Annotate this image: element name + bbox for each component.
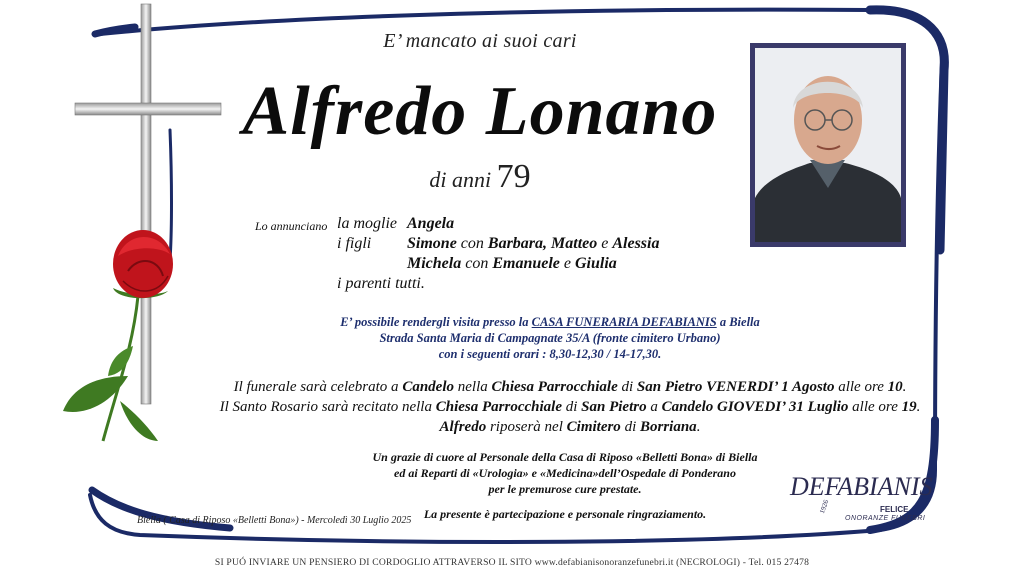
portrait-photo [755,48,901,242]
children-relation: i figli [337,235,372,252]
intro-text: E’ mancato ai suoi cari [383,30,577,52]
thanks-block [290,449,840,497]
visit-line-2: Strada Santa Maria di Campagnate 35/A (fronte cimitero Urbano) [379,331,721,345]
thanks-line-2: ed ai Reparti di «Urologia» e «Medicina»dell’Ospedale di Ponderano [394,466,736,480]
logo-year: 1926 [818,498,831,515]
funeral-info [150,377,990,437]
announce-text: Lo annunciano [255,219,328,233]
funeral-line-1: Il funerale sarà celebrato a Candelo nella Chiesa Parrocchiale di San Pietro VENERDI’ 1 Agosto alle ore 10. [233,379,907,395]
age-value: 79 [496,158,531,195]
children-line-2: Michela con Emanuele e Giulia [407,255,617,272]
funeral-line-2: Il Santo Rosario sarà recitato nella Chiesa Parrocchiale di San Pietro a Candelo GIOVEDI’ 31 Luglio alle ore 19. [219,399,921,415]
visit-line-3: con i seguenti orari : 8,30-12,30 / 14-17,30. [438,347,662,361]
family-block [255,214,735,294]
wife-name: Angela [407,215,455,232]
portrait-photo-frame [750,43,906,247]
closing-text: La presente è partecipazione e personale ringraziamento. [423,507,707,521]
age-line [380,158,580,196]
defabianis-logo: DEFABIANIS [790,472,933,501]
place-date: Biella ( Casa di Riposo «Belletti Bona») - Mercoledì 30 Luglio 2025 [137,515,412,526]
funeral-home-link: CASA FUNERARIA DEFABIANIS [531,315,717,329]
footer [0,552,1024,572]
thanks-line-3: per le premurose cure prestate. [488,482,642,496]
visit-info [250,314,850,362]
relatives-text: i parenti tutti. [337,275,425,292]
footer-text: SI PUÓ INVIARE UN PENSIERO DI CORDOGLIO ATTRAVERSO IL SITO www.defabianisonoranzefunebri.it (NECROLOGI) - Tel. 015 27478 [214,557,810,568]
children-line-1: Simone con Barbara, Matteo e Alessia [407,235,660,252]
thanks-line-1: Un grazie di cuore al Personale della Casa di Riposo «Belletti Bona» di Biella [372,450,758,464]
funeral-line-3: Alfredo riposerà nel Cimitero di Borriana. [439,419,701,435]
age-prefix: di anni [429,167,492,192]
deceased-name: Alfredo Lonano [242,73,718,150]
wife-relation: la moglie [337,215,397,232]
logo-onoranze: ONORANZE FUNEBRI [845,515,926,522]
logo-felice: FELICE [880,505,909,514]
visit-line-1: E’ possibile rendergli visita presso la CASA FUNERARIA DEFABIANIS a Biella [340,315,760,329]
